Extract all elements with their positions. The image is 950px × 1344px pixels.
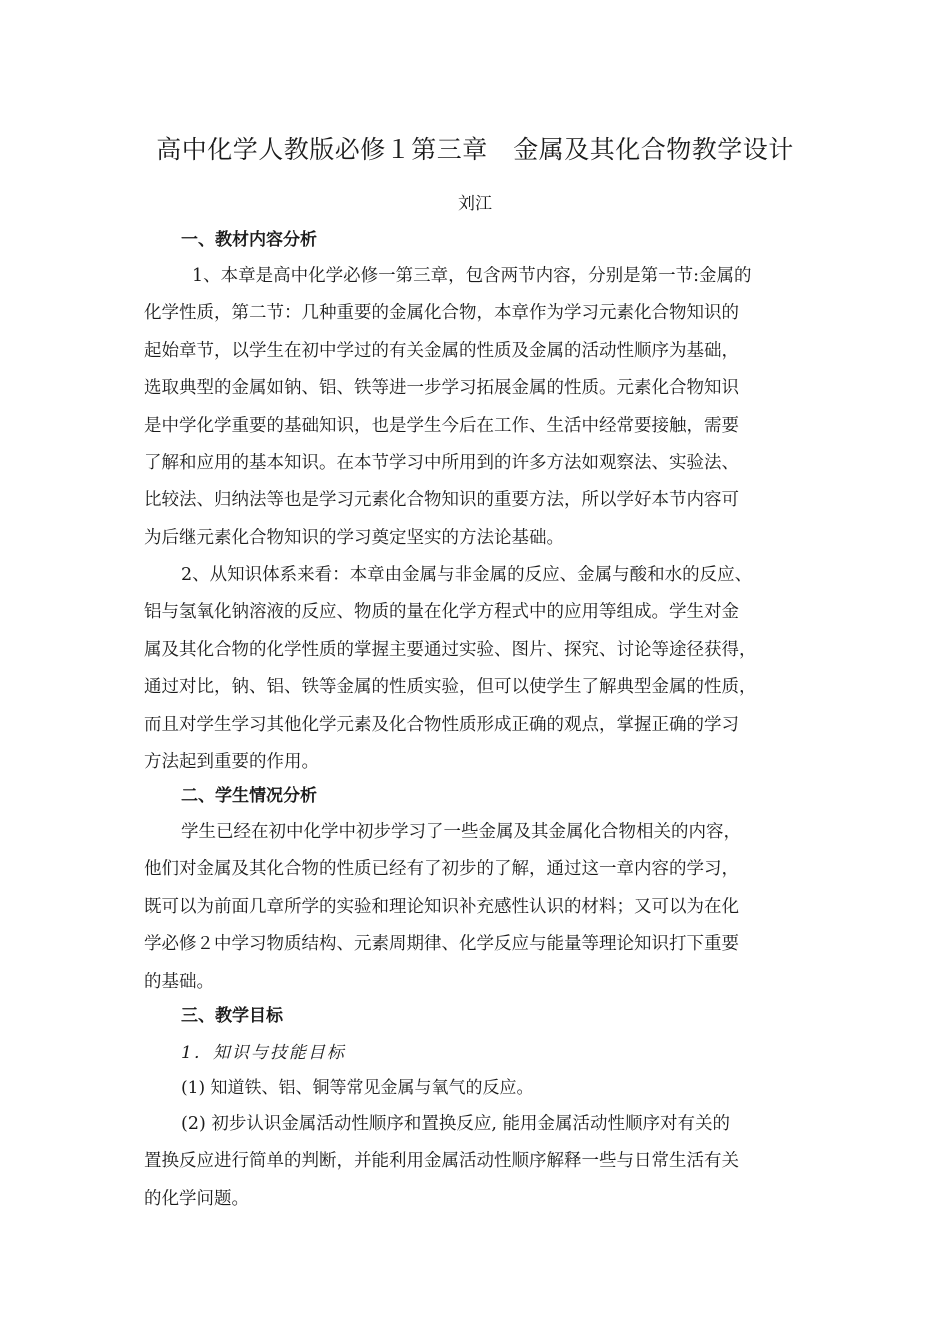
- text-line: 比较法、归纳法等也是学习元素化合物知识的重要方法，所以学好本节内容可: [144, 490, 739, 511]
- text-line: 了解和应用的基本知识。在本节学习中所用到的许多方法如观察法、实验法、: [144, 452, 739, 473]
- text-line: 是中学化学重要的基础知识，也是学生今后在工作、生活中经常要接触，需要: [144, 415, 739, 436]
- section-heading-teaching-goals: 三、教学目标: [181, 1006, 283, 1026]
- text-line: 的基础。: [144, 971, 214, 992]
- text-line: 属及其化合物的化学性质的掌握主要通过实验、图片、探究、讨论等途径获得，: [144, 639, 757, 660]
- goal-item-2: [144, 1106, 812, 1218]
- author-name: 刘江: [458, 194, 492, 214]
- section-heading-student-analysis: 二、学生情况分析: [181, 786, 317, 806]
- subheading-knowledge-skills: 1．知识与技能目标: [181, 1043, 346, 1063]
- text-line: 学必修２中学习物质结构、元素周期律、化学反应与能量等理论知识打下重要: [144, 934, 739, 955]
- text-line: 通过对比，钠、铝、铁等金属的性质实验，但可以使学生了解典型金属的性质，: [144, 677, 757, 698]
- goal-item-1: (1) 知道铁、铝、铜等常见金属与氧气的反应。: [181, 1078, 534, 1098]
- text-line: 2、从知识体系来看：本章由金属与非金属的反应、金属与酸和水的反应、: [181, 565, 753, 585]
- text-line: 化学性质，第二节：几种重要的金属化合物，本章作为学习元素化合物知识的: [144, 303, 739, 324]
- text-line: 铝与氢氧化钠溶液的反应、物质的量在化学方程式中的应用等组成。学生对金: [144, 602, 739, 623]
- text-line: 起始章节，以学生在初中学过的有关金属的性质及金属的活动性顺序为基础，: [144, 340, 739, 361]
- text-line: 置换反应进行简单的判断，并能利用金属活动性顺序解释一些与日常生活有关: [144, 1151, 739, 1172]
- text-line: 既可以为前面几章所学的实验和理论知识补充感性认识的材料；又可以为在化: [144, 896, 739, 917]
- paragraph-student: [144, 814, 812, 1001]
- text-line: 学生已经在初中化学中初步学习了一些金属及其金属化合物相关的内容，: [181, 822, 741, 842]
- text-line: 的化学问题。: [144, 1188, 249, 1209]
- text-line: 选取典型的金属如钠、铝、铁等进一步学习拓展金属的性质。元素化合物知识: [144, 378, 739, 399]
- section-heading-material-analysis: 一、教材内容分析: [181, 230, 317, 250]
- text-line: 1、本章是高中化学必修一第三章，包含两节内容，分别是第一节:金属的: [192, 266, 752, 286]
- paragraph-material-1: [144, 258, 812, 557]
- text-line: (2) 初步认识金属活动性顺序和置换反应, 能用金属活动性顺序对有关的: [181, 1114, 730, 1134]
- text-line: 方法起到重要的作用。: [144, 751, 319, 772]
- text-line: 他们对金属及其化合物的性质已经有了初步的了解，通过这一章内容的学习，: [144, 859, 739, 880]
- text-line: 为后继元素化合物知识的学习奠定坚实的方法论基础。: [144, 527, 564, 548]
- paragraph-material-2: [144, 557, 812, 781]
- document-title: 高中化学人教版必修１第三章 金属及其化合物教学设计: [156, 135, 794, 164]
- text-line: 而且对学生学习其他化学元素及化合物性质形成正确的观点，掌握正确的学习: [144, 714, 739, 735]
